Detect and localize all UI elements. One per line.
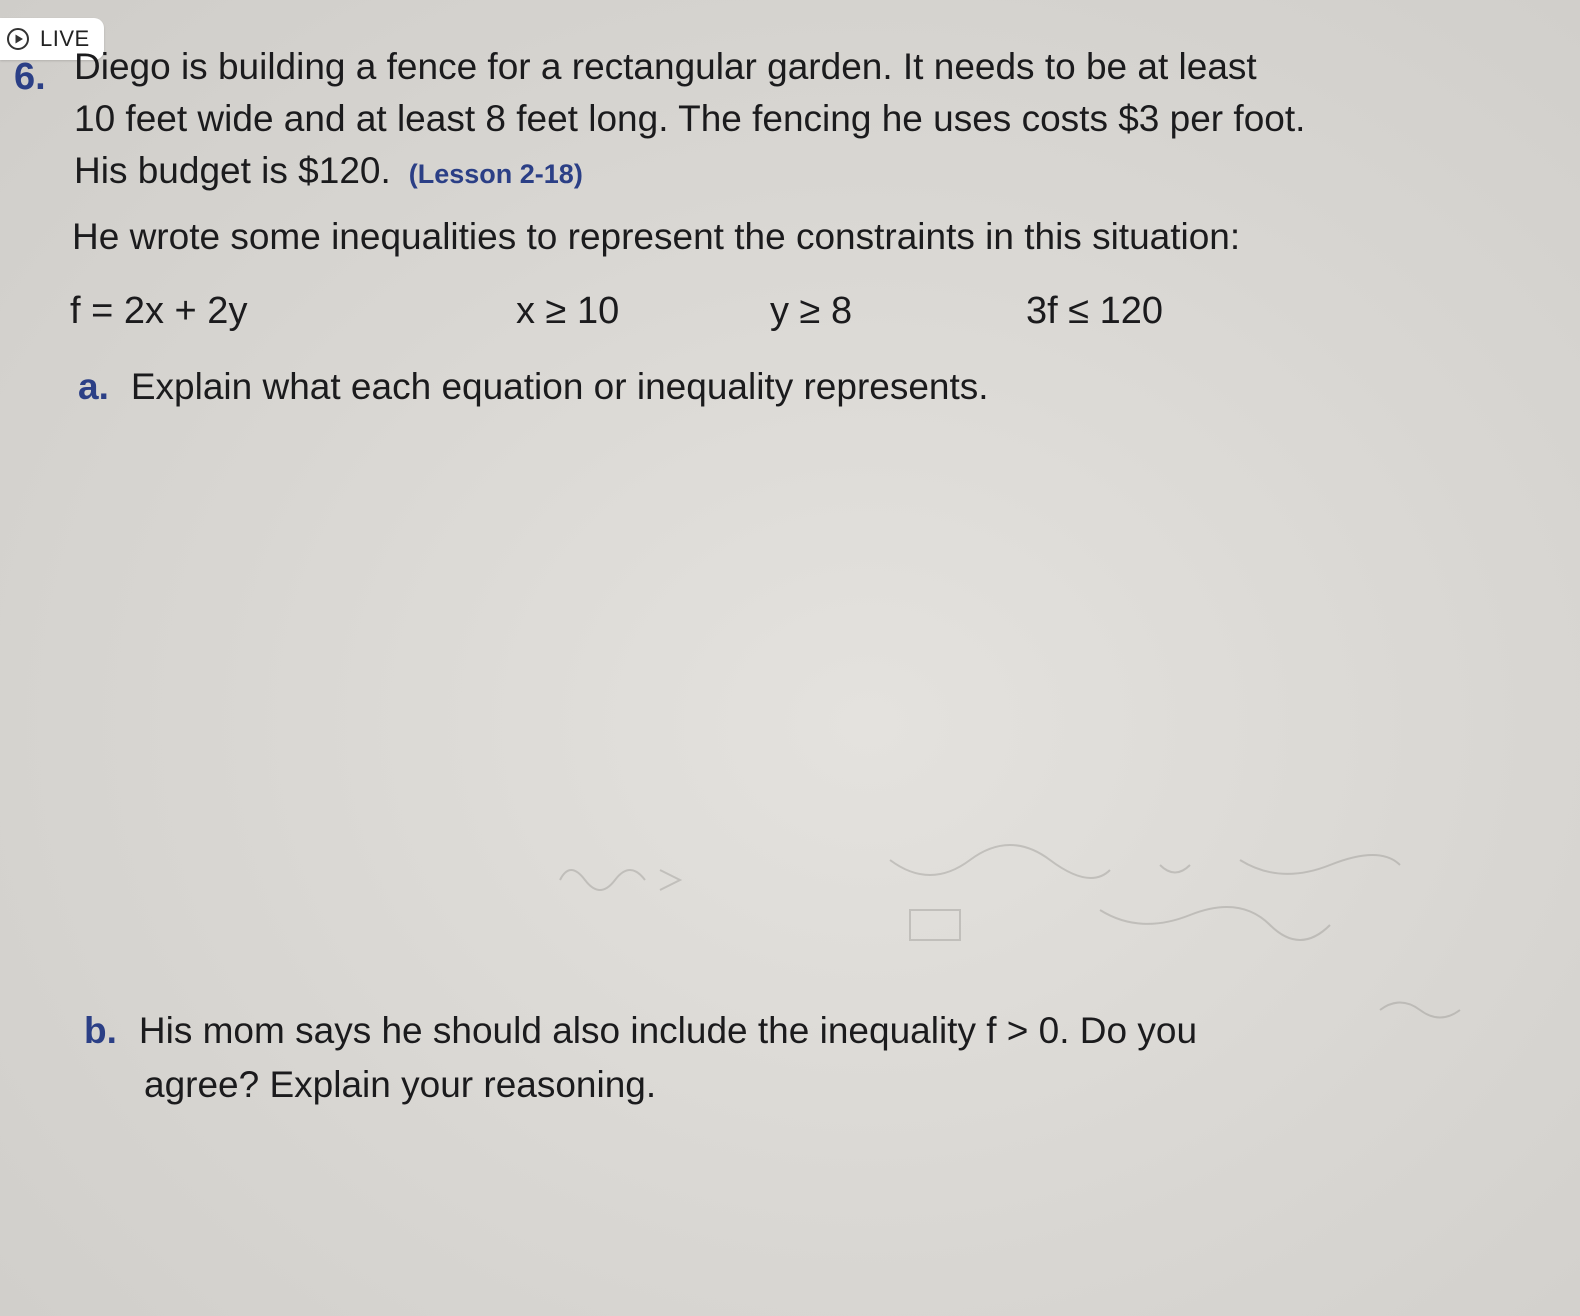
part-b-prompt xyxy=(84,1010,1197,1052)
live-label: LIVE xyxy=(40,26,90,51)
part-b-letter: b. xyxy=(84,1010,117,1051)
part-a-letter: a. xyxy=(78,366,109,407)
play-circle-icon xyxy=(6,27,30,51)
inequalities-intro: He wrote some inequalities to represent the constraints in this situation: xyxy=(72,216,1241,257)
problem-statement-line: Diego is building a fence for a rectangular garden. It needs to be at least xyxy=(74,46,1257,87)
part-a-prompt xyxy=(78,366,989,408)
lesson-reference: (Lesson 2-18) xyxy=(408,159,583,189)
part-a-text: Explain what each equation or inequality represents. xyxy=(130,366,989,407)
part-b-text-line1: His mom says he should also include the inequality f > 0. Do you xyxy=(138,1010,1198,1051)
expression-budget-constraint: 3f ≤ 120 xyxy=(1026,290,1164,332)
expression-fence-length: f = 2x + 2y xyxy=(70,290,248,332)
budget-sentence: His budget is $120. xyxy=(74,150,391,191)
expression-length-constraint: y ≥ 8 xyxy=(770,290,853,332)
problem-statement-line xyxy=(74,150,583,192)
expression-width-constraint: x ≥ 10 xyxy=(516,290,620,332)
part-b-text-line2: agree? Explain your reasoning. xyxy=(144,1064,657,1105)
problem-statement-line: 10 feet wide and at least 8 feet long. The fencing he uses costs $3 per foot. xyxy=(74,98,1306,139)
problem-number: 6. xyxy=(14,56,46,98)
